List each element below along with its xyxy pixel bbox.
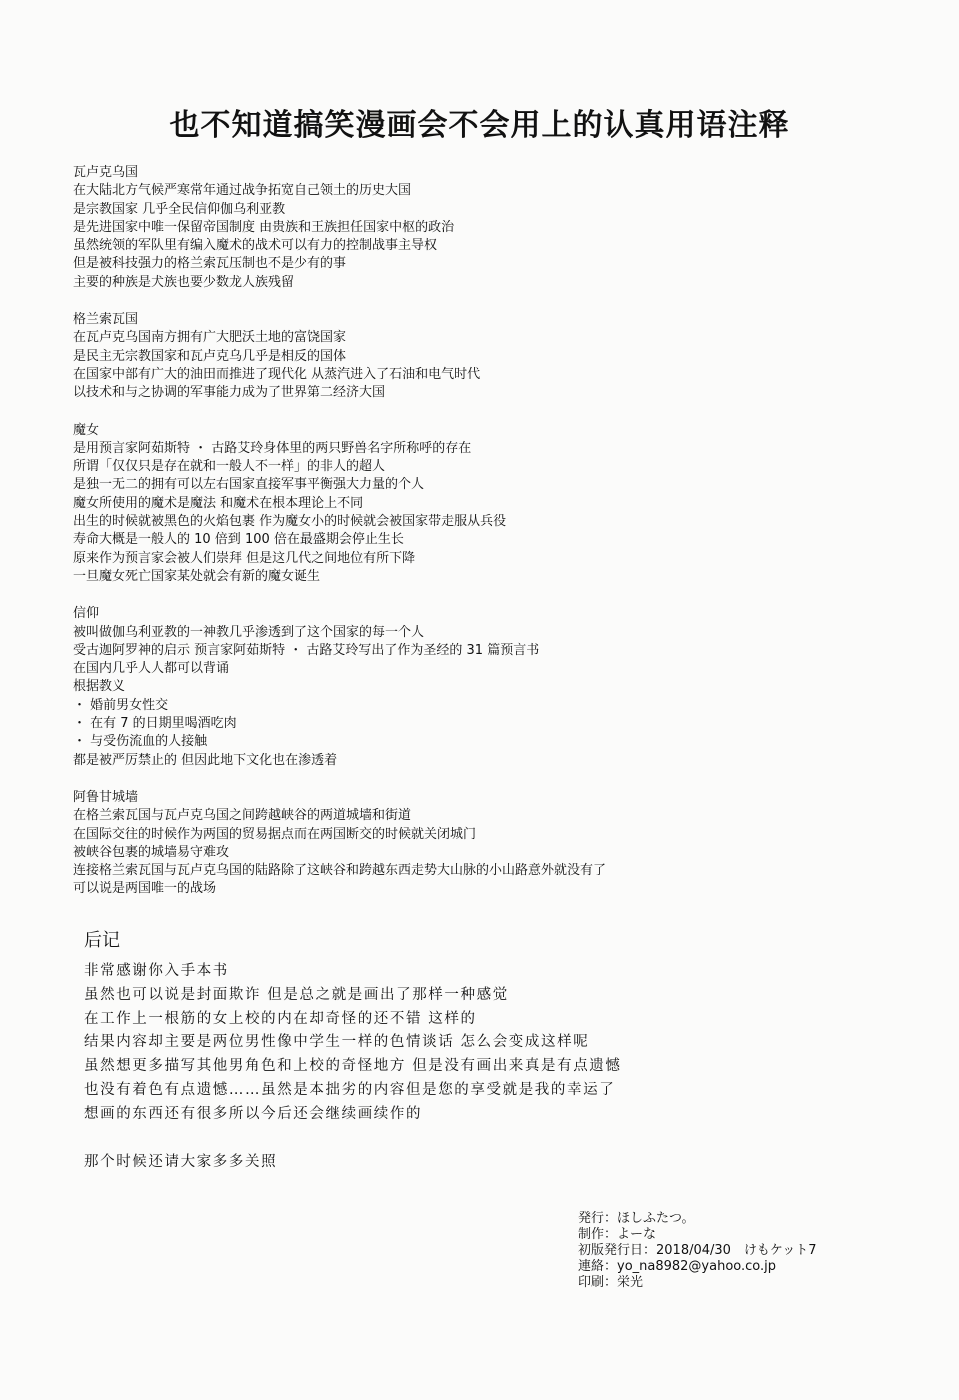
glossary-section <box>73 164 933 292</box>
colophon-contact: 連絡：yo_na8982@yahoo.co.jp <box>578 1259 777 1274</box>
glossary-line: 魔女所使用的魔术是魔法 和魔术在根本理论上不同 <box>73 495 364 511</box>
glossary-line: 连接格兰索瓦国与瓦卢克乌国的陆路除了这峡谷和跨越东西走势大山脉的小山路意外就没有了 <box>73 863 607 879</box>
glossary-line: 所谓「仅仅只是存在就和一般人不一样」的非人的超人 <box>73 459 386 475</box>
glossary-section <box>73 789 933 899</box>
glossary-line: 在大陆北方气候严寒常年通过战争拓宽自己领土的历史大国 <box>73 183 412 199</box>
glossary-line: 在瓦卢克乌国南方拥有广大肥沃土地的富饶国家 <box>73 330 347 346</box>
glossary-line: 可以说是两国唯一的战场 <box>73 881 217 897</box>
page-title: 也不知道搞笑漫画会不会用上的认真用语注释 <box>169 108 790 143</box>
glossary-term: 格兰索瓦国 <box>73 312 139 328</box>
glossary-section <box>73 422 933 587</box>
glossary-line: 受古迦阿罗神的启示 预言家阿茹斯特 ・ 古路艾玲写出了作为圣经的 31 篇预言书 <box>73 642 540 658</box>
glossary-section <box>73 311 933 402</box>
glossary-line: 主要的种族是犬族也要少数龙人族残留 <box>73 274 295 290</box>
glossary-line: 根据教义 <box>73 679 126 695</box>
glossary-term: 信仰 <box>73 606 100 622</box>
glossary-line: 在国家中部有广大的油田而推进了现代化 从蒸汽进入了石油和电气时代 <box>73 366 481 382</box>
glossary-term: 阿鲁甘城墙 <box>73 789 139 805</box>
glossary-line: 以技术和与之协调的军事能力成为了世界第二经济大国 <box>73 385 386 401</box>
afterword-line: 也没有着色有点遗憾……虽然是本拙劣的内容但是您的享受就是我的幸运了 <box>84 1081 616 1098</box>
glossary-line: 在国内几乎人人都可以背诵 <box>73 661 230 677</box>
afterword-line: 虽然想更多描写其他男角色和上校的奇怪地方 但是没有画出来真是有点遗憾 <box>84 1058 622 1075</box>
colophon-publisher: 発行：ほしふたつ。 <box>578 1211 695 1226</box>
glossary-list-item: ・ 与受伤流血的人接触 <box>73 734 208 750</box>
glossary-section <box>73 605 933 770</box>
glossary-term: 魔女 <box>73 422 100 438</box>
glossary-line: 是先进国家中唯一保留帝国制度 由贵族和王族担任国家中枢的政治 <box>73 219 455 235</box>
glossary <box>73 164 933 899</box>
glossary-line: 原来作为预言家会被人们崇拜 但是这几代之间地位有所下降 <box>73 550 416 566</box>
afterword <box>84 928 784 1174</box>
afterword-closing: 那个时候还请大家多多关照 <box>84 1153 278 1170</box>
colophon-author: 制作：よーな <box>578 1227 657 1242</box>
afterword-line: 结果内容却主要是两位男性像中学生一样的色情谈话 怎么会变成这样呢 <box>84 1034 590 1051</box>
afterword-line: 想画的东西还有很多所以今后还会继续画续作的 <box>84 1105 423 1122</box>
glossary-line: 一旦魔女死亡国家某处就会有新的魔女诞生 <box>73 568 321 584</box>
glossary-line: 寿命大概是一般人的 10 倍到 100 倍在最盛期会停止生长 <box>73 532 404 548</box>
colophon-printer: 印刷：栄光 <box>578 1275 644 1290</box>
glossary-line: 是民主无宗教国家和瓦卢克乌几乎是相反的国体 <box>73 348 347 364</box>
colophon-first-edition: 初版発行日：2018/04/30 けもケット7 <box>578 1243 817 1258</box>
glossary-list-item: ・ 婚前男女性交 <box>73 697 169 713</box>
glossary-line: 是独一无二的拥有可以左右国家直接军事平衡强大力量的个人 <box>73 477 425 493</box>
glossary-line: 都是被严厉禁止的 但因此地下文化也在渗透着 <box>73 752 338 768</box>
glossary-line: 是用预言家阿茹斯特 ・ 古路艾玲身体里的两只野兽名字所称呼的存在 <box>73 440 472 456</box>
glossary-line: 被叫做伽乌利亚教的一神教几乎渗透到了这个国家的每一个人 <box>73 624 425 640</box>
afterword-line: 非常感谢你入手本书 <box>84 963 229 979</box>
glossary-term: 瓦卢克乌国 <box>73 165 139 180</box>
glossary-line: 在国际交往的时候作为两国的贸易据点而在两国断交的时候就关闭城门 <box>73 826 477 842</box>
colophon <box>578 1211 938 1291</box>
afterword-line: 在工作上一根筋的女上校的内在却奇怪的还不错 这样的 <box>84 1010 477 1027</box>
glossary-line: 在格兰索瓦国与瓦卢克乌国之间跨越峡谷的两道城墙和街道 <box>73 808 412 824</box>
glossary-list-item: ・ 在有 7 的日期里喝酒吃肉 <box>73 716 237 732</box>
glossary-line: 是宗教国家 几乎全民信仰伽乌利亚教 <box>73 201 286 217</box>
glossary-line: 出生的时候就被黑色的火焰包裹 作为魔女小的时候就会被国家带走服从兵役 <box>73 514 507 530</box>
afterword-line: 虽然也可以说是封面欺诈 但是总之就是画出了那样一种感觉 <box>84 986 509 1003</box>
afterword-title: 后记 <box>84 930 120 951</box>
glossary-line: 虽然统领的军队里有编入魔术的战术可以有力的控制战事主导权 <box>73 238 438 254</box>
glossary-line: 但是被科技强力的格兰索瓦压制也不是少有的事 <box>73 256 347 272</box>
glossary-line: 被峡谷包裹的城墙易守难攻 <box>73 844 230 860</box>
